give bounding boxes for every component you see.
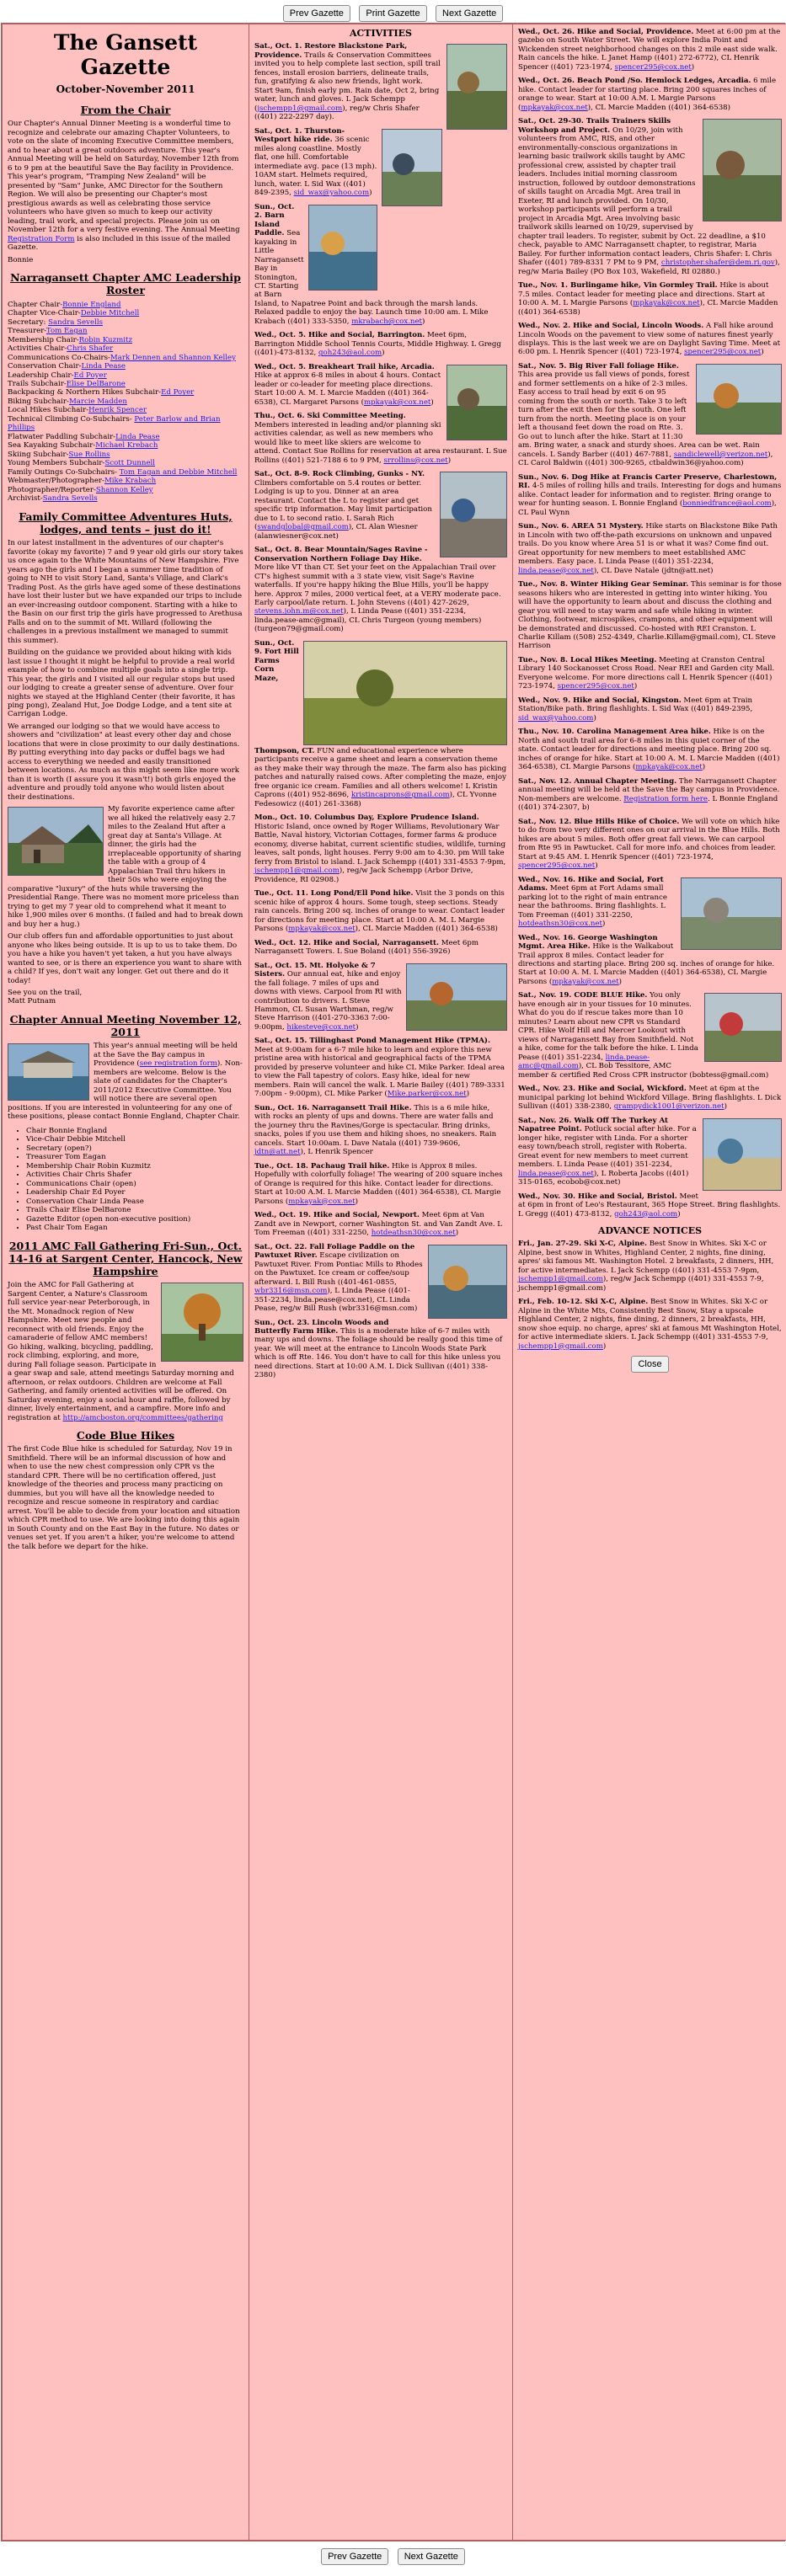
family-p3: We arranged our lodging so that we would have access to showers and "civilization" at least every other day and chose locations that were in close proximity to our daily destinations. By putting everything into day packs or duffel bags we had access to everything we needed and easily transitioned between locations. As much as this might seem like more work than it is worth (I assure you it wasn't!) both girls enjoyed the adventure and proudly told anyone who would listen about their destinations.: [8, 722, 240, 802]
activity-item: Sat., Oct. 8. Bear Mountain/Sages Ravine - Conservation Northern Foliage Day Hike. More like VT than CT. Set your feet on the Appalachian Trail over CT's highest summit with a 3 state view, visit Sage's Ravine waterfalls. If you're happy hiking the Blue Hills, you'll be happy here. Approx 7 miles, 2000 vertical feet, at a VERY moderate pace. Early carpool/late return. L John Stevens ((401) 427-2629, stevens.john.m@cox.net), L Linda Pease ((401) 351-2234, linda.pease-amc@gmail), CL Chris Turgeon (young members) (turgeon79@gmail.com): [254, 546, 501, 634]
activity-title: Sat., Oct. 22. Fall Foliage Paddle on the Pawtuxet River.: [254, 1242, 415, 1261]
corn-maze-photo: [303, 641, 507, 745]
chair-text: Our Chapter's Annual Dinner Meeting is a wonderful time to recognize and celebrate our amazing Chapter Volunteers, to vote on the slate of incoming Executive Committee members, and to hear about a great outdoors adventure. This year's Annual Meeting will be held on Saturday, November 12th from 6 to 9 pm at the beautiful Save the Bay facility in Providence. This year's program, "Tramping New Zealand" will be presented by "Sam" Junke, AMC Director for the Southern Region. We will also be presenting our Chapter's most prestigious awards as well as celebrating those service volunteers who have given so much to keep our activity leading, trail work, and special projects. Please join us on November 12th for a very festive evening. The Annual Meeting Registration Form is also included in this issue of the mailed Gazette.: [8, 120, 240, 253]
activity-title: Sat., Nov. 12. Blue Hills Hike of Choice.: [518, 817, 680, 826]
fall-gathering-heading: 2011 AMC Fall Gathering Fri-Sun., Oct. 14-16 at Sargent Center, Hancock, New Hampshire: [8, 1239, 243, 1278]
activity-item: Wed., Oct. 26. Beach Pond /So. Hemlock Ledges, Arcadia. 6 mile hike. Contact leader for starting place. Bring 200 squares inches of orange to wear. Start at 10:00 A.M. L Margie Parsons (mpkayak@cox.net), CL Marcie Madden ((401) 364-6538): [518, 77, 777, 112]
activity-item: Sun., Oct. 9. Fort Hill Farms Corn Maze, Thompson, CT. FUN and educational experience where participants receive a game sheet and learn a conservation theme as they make their way through the maze. The farm also has picking patches and naturally raised cows. After completing the maze, enjoy free organic ice cream. Families and all others welcome! L Kristin Caprons ((401) 952-8696, kristincaprons@gmail.com), CL Yvonne Fedesowicz ((401) 261-3368): [254, 638, 507, 808]
activity-item: Sat., Oct. 8-9. Rock Climbing, Gunks - NY. Climbers comfortable on 5.4 routes or better. Lodging is up to you. Dinner at an area restaurant. Contact the L to register and get specific trip information. May limit participation due to L to second ratio. L Sarah Rich (swandglobal@gmail.com), CL Alan Wiesner (alanwiesner@cox.net): [254, 470, 507, 541]
print-gazette-button[interactable]: Print Gazette: [359, 5, 426, 22]
activity-item: Sat., Oct. 15. Tillinghast Pond Management Hike (TPMA). Meet at 9:00am for a 6-7 mile hike to learn and explore this new pristine area with historical and geographical facts of the TPMA provided by preserve volunteer and hike CL Mike Parker. Ideal area to view the Fall tapestry of colors. Easy hike, ideal for new members. Rain will cancel the walk. L Marie Bailey ((401) 789-3331 7:00pm - 9:00pm), CL Mike Parker (Mike.parker@cox.net): [254, 1037, 505, 1099]
activity-title: Sun., Oct. 16. Narragansett Trail Hike.: [254, 1103, 412, 1112]
activity-email-link[interactable]: mpkayak@cox.net: [633, 299, 700, 308]
activity-title: Wed., Nov. 23. Hike and Social, Wickford.: [518, 1085, 687, 1094]
activity-email-link[interactable]: spencer295@cox.net: [557, 682, 634, 691]
roster-line: Membership Chair-Robin Kuzmitz: [8, 335, 132, 344]
activity-title: Fri., Feb. 10-12. Ski X-C, Alpine.: [518, 1298, 649, 1307]
breakheart-trail-photo: [446, 365, 507, 440]
rock-climbing-photo: [440, 472, 507, 557]
activity-title: Wed., Nov. 16. George Washington Mgmt. Area Hike.: [518, 933, 658, 952]
officer-item: • Past Chair Tom Eagan: [26, 1224, 243, 1232]
activity-title: Sat., Nov. 19. CODE BLUE Hike.: [518, 991, 648, 1000]
advance-notices-list: [518, 1240, 782, 1351]
activity-email-link[interactable]: mpkayak@cox.net: [552, 977, 619, 986]
roster-name-link[interactable]: Debbie Mitchell: [80, 309, 140, 318]
roster-line: Conservation Chair-Linda Pease: [8, 362, 126, 371]
activity-email-link[interactable]: sid_wax@yahoo.com: [293, 189, 370, 198]
activity-email-link[interactable]: spencer295@cox.net: [614, 62, 692, 72]
activity-email-link[interactable]: mpkayak@cox.net: [288, 1197, 356, 1206]
activity-title: Wed., Nov. 2. Hike and Social, Lincoln Woods.: [518, 322, 704, 331]
officer-slate: [26, 1127, 243, 1233]
roster-line: Technical Climbing Co-Subchairs- Peter Barlow and Brian Phillips: [8, 414, 221, 433]
close-button[interactable]: Close: [631, 1356, 668, 1373]
activity-email-link[interactable]: jdtn@att.net: [254, 1148, 301, 1157]
activity-email-link[interactable]: jschempp1@gmail.com: [518, 1341, 603, 1351]
activity-title: Wed., Oct. 26. Beach Pond /So. Hemlock Ledges, Arcadia.: [518, 77, 751, 86]
pawtuxet-river-photo: [428, 1245, 507, 1319]
family-sign2: Matt Putnam: [8, 997, 56, 1006]
chair-sign: Bonnie: [8, 255, 34, 264]
activity-title: Sun., Oct. 23. Lincoln Woods and Butterfly Farm Hike.: [254, 1318, 389, 1336]
activity-email-link[interactable]: hotdeathsn30@cox.net: [518, 920, 602, 929]
activity-title: Tue., Oct. 11. Long Pond/Ell Pond hike.: [254, 889, 414, 899]
roster-name-link[interactable]: Ed Poyer: [73, 371, 107, 380]
activity-email-link[interactable]: jschempp1@gmail.com: [518, 1275, 603, 1284]
roster-line: Webmaster/Photographer-Mike Krabach: [8, 477, 157, 486]
napatree-point-photo: [703, 1118, 782, 1191]
issue-date: October-November 2011: [56, 83, 195, 95]
roster-name-link[interactable]: Tom Eagan and Debbie Mitchell: [119, 467, 238, 477]
top-nav: [0, 5, 786, 22]
activity-title: Sat., Oct. 8-9. Rock Climbing, Gunks - NY.: [254, 470, 425, 479]
activity-title: Wed., Nov. 9. Hike and Social, Kingston.: [518, 696, 682, 705]
activity-title: Sat., Nov. 26. Walk Off The Turkey At Napatree Point.: [518, 1116, 668, 1134]
roster-name-link[interactable]: Chris Shafer: [67, 344, 114, 354]
officer-item: • Activities Chair Chris Shafer: [26, 1171, 243, 1179]
activity-email-link[interactable]: swandglobal@gmail.com: [257, 523, 349, 532]
activity-item: Sat., Oct. 29-30. Trails Trainers Skills Workshop and Project. On 10/29, join with volunteers from AMC, RIS, and other environmentally-conscious organizations in learning basic trailwork skills taught by AMC professional crew, assisted by chapter trail leaders. Includes initial morning classroom instruction, followed by outdoor demonstrations of skills taught on Arcadia Mgt. Area trail in Exeter, RI and lunch provided. On 10/30, workshop participants will perform a trail project in Arcadia Mgt. Area involving basic trailwork skills learned on 10/29, supervised by chapter trail leaders. To register, submit by Oct. 22 deadline, a $10 check, payable to AMC Narragansett chapter, to registrar, Maria Bailey. For further information contact leaders, Chris Shafer: L Chris Shafer ((401) 789-8331 7 PM to 9 PM, christopher.shafer@dem.ri.gov), reg/w Maria Bailey (PO Box 103, Wakefield, RI 02880.): [518, 117, 782, 276]
activity-email-link[interactable]: mkrabach@cox.net: [351, 317, 422, 326]
roster-name-link[interactable]: Marcie Madden: [68, 397, 127, 406]
activities-heading: ACTIVITIES: [350, 28, 412, 39]
right-column: [513, 24, 786, 2541]
activity-item: Wed., Oct. 19. Hike and Social, Newport. Meet 6pm at Van Zandt ave in Newport, corner Washington St. and Van Zandt Ave. L Tom Freeman ((401) 331-2250, hotdeathsn30@cox.net): [254, 1211, 502, 1238]
chair-heading: From the Chair: [80, 104, 171, 117]
activity-title: Sat., Nov. 12. Annual Chapter Meeting.: [518, 776, 677, 786]
activity-item: Sun., Oct. 23. Lincoln Woods and Butterfly Farm Hike. This is a moderate hike of 6-7 miles with many ups and downs. The foliage should be really good this time of year. We will meet at the entrance to Lincoln Woods State Park which is off Rte. 146. You don't have to call for this hike unless you need directions. Start at 10:00 A.M. L Dick Sullivan ((401) 338-2380): [254, 1318, 503, 1380]
activity-email-link[interactable]: linda.pease@cox.net: [518, 1169, 594, 1178]
roster-line: Photographer/Reporter-Shannon Kelley: [8, 485, 153, 494]
activity-item: Wed., Nov. 23. Hike and Social, Wickford. Meet at 6pm at the municipal parking lot behind Wickford Village. Bring flashlights. L Dick Sullivan ((401) 338-2380, grampydick1001@verizon.net): [518, 1085, 782, 1112]
code-blue-photo: [704, 993, 782, 1062]
activity-email-link[interactable]: mpkayak@cox.net: [635, 763, 703, 772]
activity-title: Sat., Oct. 15. Mt. Holyoke & 7 Sisters.: [254, 961, 376, 979]
officer-item: • Conservation Chair Linda Pease: [26, 1197, 243, 1206]
activity-email-link[interactable]: stevens.john.m@cox.net: [254, 607, 344, 616]
activity-item: Wed., Nov. 9. Hike and Social, Kingston. Meet 6pm at Train Station/Bike path. Bring flashlights. L Sid Wax ((401) 849-2395, sid_wax@yahoo.com): [518, 696, 753, 723]
roster-name-link[interactable]: Ed Poyer: [161, 388, 195, 397]
annual-registration-link[interactable]: see registration form: [139, 1059, 217, 1069]
officer-item: • Trails Chair Elise DelBarone: [26, 1206, 243, 1214]
roster-name-link[interactable]: Linda Pease: [81, 362, 126, 371]
activity-email-link[interactable]: linda.pease@cox.net: [518, 566, 594, 575]
prev-gazette-button[interactable]: Prev Gazette: [283, 5, 350, 22]
activity-item: Tue., Oct. 11. Long Pond/Ell Pond hike. Visit the 3 ponds on this scenic hike of approx 4 hours. Some tough, steep sections. Steady rain cancels. Bring 200 sq. inches of orange to wear. Contact leader for directions for meeting place. Start at 10:00 A. M. L Margie Parsons (mpkayak@cox.net), CL Marcie Madden ((401) 364-6538): [254, 889, 505, 934]
activity-item: Wed., Oct. 5. Hike and Social, Barrington. Meet 6pm, Barrington Middle School Tennis Courts, Middle Highway. L Gregg ((401)-473-8132, goh243@aol.com): [254, 331, 501, 358]
activity-title: Thu., Oct. 6. Ski Committee Meeting.: [254, 412, 406, 421]
activity-email-link[interactable]: hotdeathsn30@cox.net: [371, 1229, 456, 1238]
activity-email-link[interactable]: Mike.parker@cox.net: [387, 1090, 467, 1099]
roster-line: Biking Subchair-Marcie Madden: [8, 397, 127, 406]
activity-title: Sun., Oct. 2. Barn Island Paddle.: [254, 202, 295, 238]
activity-title: Sun., Nov. 6. Dog Hike at Francis Carter Preserve, Charlestown, RI.: [518, 472, 778, 491]
prev-gazette-button-bottom[interactable]: Prev Gazette: [321, 2548, 388, 2565]
advance-notices-heading: ADVANCE NOTICES: [597, 1225, 703, 1237]
activity-item: Sun., Oct. 2. Barn Island Paddle. Sea kayaking in Little Narragansett Bay in Stonington, CT. Starting at Barn Island, to Napatree Point and back through the marsh lands. Relaxed paddle to enjoy the bay. Launch time 10:00 am. L Mike Krabach ((401) 333-5350, mkrabach@cox.net): [254, 202, 489, 326]
close-area: [518, 1356, 782, 1373]
activity-item: Wed., Nov. 30. Hike and Social, Bristol. Meet at 6pm in front of Leo's Restaurant, 365 Hope Street. Bring flashlights. L Gregg ((401) 473-8132, goh243@aol.com): [518, 1192, 781, 1219]
activity-item: Sat., Nov. 12. Annual Chapter Meeting. The Narragansett Chapter annual meeting will be held at the Save the Bay campus in Providence. Non-members are welcome. Registration form here. L Bonnie England ((401) 374-2307, b): [518, 776, 780, 813]
activity-email-link[interactable]: linda.pease-amc@gmail.com: [518, 1053, 650, 1071]
registration-form-link[interactable]: Registration Form: [8, 234, 75, 243]
roster-name-link[interactable]: Scott Dunnell: [104, 459, 156, 468]
roster-name-link[interactable]: Michael Krebach: [95, 441, 158, 451]
activity-item: Sat., Oct. 1. Thurston-Westport hike ride. 36 scenic miles along coastline. Mostly flat, one hill. Comfortable intermediate avg. pace (13 mph). 10AM start. Helmets required, lunch, water. L Sid Wax ((401) 849-2395, sid_wax@yahoo.com): [254, 127, 507, 198]
activity-email-link[interactable]: christopher.shafer@dem.ri.gov: [660, 259, 775, 268]
activity-item: Sun., Oct. 16. Narragansett Trail Hike. This is a 6 mile hike, with rocks an plenty of ups and downs. There are water falls and the journey thru the Ravines/Gorge is spectacular. Bring drinks, snacks, poles if you use them and hiking shoes, no sneakers. Rain cancels. Start 10:00am. L Dave Natala ((401) 739-9606, jdtn@att.net), L Henrik Spencer: [254, 1103, 497, 1157]
trails-workshop-photo: [703, 119, 782, 221]
activity-title: Sat., Oct. 1. Thurston-Westport hike ride.: [254, 126, 345, 145]
activity-item: Thu., Nov. 10. Carolina Management Area hike. Hike is on the North and south trail area for 6-8 miles in this quiet corner of the state. Contact leader for directions and meeting place. Bring 200 sq. inches of orange for hike. Start at 10:00 A. M. L Marcie Madden ((401) 364-6538), CL Margie Parsons (mpkayak@cox.net): [518, 728, 780, 772]
middle-column: [249, 24, 513, 2541]
activity-item: Tue., Nov. 8. Local Hikes Meeting. Meeting at Cranston Central Library 140 Sockanosset Cross Road. Near REI and Garden city Mall. Everyone welcome. For more directions call L Henrik Spencer ((401) 723-1974, spencer295@cox.net): [518, 655, 775, 691]
roster-line: Chapter Vice-Chair-Debbie Mitchell: [8, 309, 140, 318]
activity-item: Wed., Nov. 16. George Washington Mgmt. Area Hike. Hike is the Walkabout Trail approx 8 miles. Contact leader for directions and starting place. Bring 200 sq. inches of orange for hike. Start at 10:00 A. M. L Marcie Madden ((401) 364-6538), CL Margie Parsons (mpkayak@cox.net): [518, 933, 775, 986]
activity-item: Tue., Nov. 1. Burlingame hike, Vin Gormley Trail. Hike is about 7.5 miles. Contact leader for meeting place and directions. Start at 10:00 A. M. L Margie Parsons (mpkayak@cox.net), CL Marcie Madden ((401) 364-6538): [518, 281, 778, 317]
activity-title: Tue., Nov. 8. Local Hikes Meeting.: [518, 655, 657, 664]
bottom-nav: [0, 2548, 786, 2565]
activity-title: Wed., Nov. 30. Hike and Social, Bristol.: [518, 1192, 677, 1201]
roster-line: Communications Co-Chairs-Mark Dennen and Shannon Kelley: [8, 353, 236, 362]
roster-name-link[interactable]: Robin Kuzmitz: [78, 335, 132, 344]
activity-title: Tue., Nov. 8. Winter Hiking Gear Seminar.: [518, 580, 689, 589]
activity-email-link[interactable]: srrollins@cox.net: [383, 456, 448, 465]
activity-email-link[interactable]: sid_wax@yahoo.com: [518, 713, 594, 723]
officer-item: • Chair Bonnie England: [26, 1127, 243, 1135]
activity-item: Sun., Nov. 6. Dog Hike at Francis Carter Preserve, Charlestown, RI. 4-5 miles of rolling hills and trails. Interesting for dogs and humans alike. Contact leader for information and to register. Bring orange to wear for hunting season. L Bonnie England (bonniedfrance@aol.com), CL Paul Wynn: [518, 472, 782, 517]
roster-line: Young Members Subchair-Scott Dunnell: [8, 459, 156, 468]
roster-line: Chapter Chair-Bonnie England: [8, 300, 121, 309]
activity-email-link[interactable]: jschempp1@gmail.com: [254, 867, 340, 876]
officer-item: • Communications Chair (open): [26, 1180, 243, 1188]
roster-name-link[interactable]: Sandra Sevells: [48, 317, 103, 327]
bike-ride-photo: [382, 129, 442, 206]
activity-email-link[interactable]: jschempp1@gmail.com: [257, 104, 343, 113]
activity-item: Sat., Nov. 19. CODE BLUE Hike. You only have enough air in your tissues for 10 minutes. What do you do if rescue takes more than 10 minutes? Learn about new CPR vs Standard CPR. Hike Wolf Hill and Mercer Lookout with views of Narragansett Bay from Smithfield. Not a hike, come for the talk before the hike. L Linda Pease ((401) 351-2234, linda.pease-amc@gmail.com), CL Bob Tessitore, AMC member & certified Red Cross CPR instructor (bobtess@gmail.com): [518, 991, 782, 1080]
activity-item: Tue., Nov. 8. Winter Hiking Gear Seminar. This seminar is for those seasons hikers who are interested in getting into winter hiking. You will have the opportunity to learn about and discuss the clothing and gear you will need to stay warm and safe while hiking in winter. Clothing, footwear, microspikes, crampons, and other equipment will be demonstrated and discussed. Co-hosted with REI Cranston. L Charlie Killam ((508) 252-4349, Charlie.Killam@gmail.com), CL Steve Harrison: [518, 580, 782, 651]
roster-name-link[interactable]: Bonnie England: [62, 300, 121, 309]
activity-email-link[interactable]: spencer295@cox.net: [684, 348, 762, 357]
left-column: [3, 24, 249, 2541]
activity-item: Thu., Oct. 6. Ski Committee Meeting. Members interested in leading and/or planning ski activities calendar, as well as new members who would like to meet like skiers are welcome to attend. Contact Sue Rollins for reservation at area restaurant. L Sue Rollins ((401) 521-7188 6 to 9 PM, srrollins@cox.net): [254, 412, 507, 465]
activity-title: Wed., Oct. 26. Hike and Social, Providence.: [518, 28, 694, 36]
activity-email-link[interactable]: goh243@aol.com: [318, 349, 382, 358]
family-p4: My favorite experience came after we all hiked the relatively easy 2.7 miles to the Zealand Hut after a great day at Santa's Village. At dinner, the girls had the irreplaceable opportunity of sharing the table with a group of 4 Appalachian Trail thru hikers in their 50s who were enjoying the comparative "luxury" of the huts while traversing the Presidential Range. There was no moment more priceless than trying to get my 7 year old to comprehend what it meant to hike 1,900 miles over 6 months. (I failed and had to break down and buy her a hug.): [8, 805, 243, 929]
activity-title: Sat., Oct. 1. Restore Blackstone Park, Providence.: [254, 42, 408, 60]
roster-line: Treasurer-Tom Eagan: [8, 327, 88, 336]
activity-item: Mon., Oct. 10. Columbus Day, Explore Prudence Island. Historic Island, once owned by Roger Williams, Revolutionary War Battle, Naval history, Victorian Cottages, former farms & produce economy, diverse habitat, current scientific studies, wildlife, turning leaves, salt ponds, light houses. Ferry 9:00 am to 4:30. pm Will take ferry from Bristol to island. L Jack Schempp ((401) 331-4553 7-9pm, jschempp1@gmail.com), reg/w Jack Schempp (Arbor Drive, Providence, RI 02908.): [254, 813, 506, 884]
roster-name-link[interactable]: Sue Rollins: [68, 450, 110, 459]
activity-email-link[interactable]: goh243@aol.com: [614, 1209, 678, 1219]
roster-heading: Narragansett Chapter AMC Leadership Roster: [10, 271, 241, 297]
activity-title: Wed., Oct. 12. Hike and Social, Narragansett.: [254, 938, 439, 947]
activity-item: Sat., Oct. 1. Restore Blackstone Park, Providence. Trails & Conservation Committees invited you to help complete last section, spill trail fences, install erosion barriers, delineate trails, fun, gratifying & also new friends, light work. Start 9am, finish early pm. Rain date, Oct 2, bring water, lunch and gloves. L Jack Schempp (jschempp1@gmail.com), reg/w Chris Shafer ((401) 222-2297 day).: [254, 42, 507, 121]
roster-line: Local Hikes Subchair-Henrik Spencer: [8, 406, 147, 415]
activity-item: Sat., Nov. 5. Big River Fall foliage Hike. This area provide us fall views of ponds, forest and former settlements on a hike of 2-3 miles. Easy access to trail head by exit 6 on 95 coming from the south or north. Take 3 to left turn after the exit then for the south. One left turn from the north. Meeting place is on your left a thousand feet down the road on Rte. 3. Go out to lunch after the hike. Start at 11:30 am. Bring water, a snack and sturdy shoes. Area can be wet. Rain cancels. L Sandy Barber ((401) 467-7881, sandiclewell@verizon.net), CL Carol Baldwin ((401) 300-9265, ctbaldwin36@yahoo.com): [518, 362, 782, 468]
blackstone-park-photo: [446, 44, 507, 130]
activity-email-link[interactable]: mpkayak@cox.net: [288, 925, 356, 934]
roster-line: Flatwater Paddling Subchair-Linda Pease: [8, 432, 160, 441]
roster-name-link[interactable]: Henrik Spencer: [88, 406, 147, 415]
roster-name-link[interactable]: Tom Eagan: [45, 327, 88, 336]
roster-name-link[interactable]: Sandra Sevells: [42, 494, 98, 504]
roster-name-link[interactable]: Shannon Kelley: [95, 485, 153, 494]
activity-title: Wed., Oct. 5. Hike and Social, Barrington.: [254, 331, 425, 340]
roster-name-link[interactable]: Linda Pease: [115, 432, 160, 441]
annual-meeting-heading: Chapter Annual Meeting November 12, 2011: [9, 1012, 242, 1039]
roster-name-link[interactable]: Mark Dennen and Shannon Kelley: [110, 353, 236, 362]
family-heading: Family Committee Adventures Huts, lodges, and tents – just do it!: [19, 509, 233, 536]
activity-title: Thu., Nov. 10. Carolina Management Area hike.: [518, 728, 711, 737]
activity-title: Tue., Nov. 1. Burlingame hike, Vin Gormley Trail.: [518, 281, 718, 291]
activity-item: Wed., Nov. 16. Hike and Social, Fort Adams. Meet 6pm at Fort Adams small parking lot to the right of main entrance near the bathrooms. Bring flashlights. L Tom Freeman ((401) 331-2250, hotdeathsn30@cox.net): [518, 876, 782, 929]
activity-title: Sat., Oct. 8. Bear Mountain/Sages Ravine - Conservation Northern Foliage Day Hike.: [254, 546, 428, 563]
code-blue-heading: Code Blue Hikes: [76, 1429, 175, 1443]
family-p1: In our latest installment in the adventures of our chapter's favorite (okay my favorite) 7 and 9 year old girls our story takes us once again to the White Mountains of New Hampshire. Five years ago the girls and I began a summer time tradition of going to NH to visit Story Land, Santa's Village, and Clark's Trading Post. As the girls have aged some of these destinations have lost their luster but we have expanded our trips to include an ever-increasing outdoor component. Starting with a hike to the Basin on our first trip the girls have progressed to Arethusa Falls and on to the summit of Mt. Willard (following the challenges in a previous installment we managed to summit this summer).: [8, 539, 243, 645]
activity-title: Mon., Oct. 10. Columbus Day, Explore Prudence Island.: [254, 813, 479, 823]
roster-line: Trails Subchair-Elise DelBarone: [8, 379, 126, 388]
activity-item: Fri., Feb. 10-12. Ski X-C, Alpine. Best Snow in Whites. Ski X-C or Alpine in the White Mts, Consistently Best Snow, Stay a upscale Highland Center, 2 nights, fine dining, 2 dinners, 2 breakfasts, HH, snow shoe equip. no charge, apres' ski at famous Mt Washington Hotel, for active intermediate skiers. L Jack Schempp ((401) 331-4553 7-9, jschempp1@gmail.com): [518, 1298, 782, 1351]
zealand-hut-photo: [8, 807, 104, 876]
activity-item: Wed., Oct. 12. Hike and Social, Narragansett. Meet 6pm Narragansett Towers. L Sue Boland ((401) 556-3926): [254, 938, 479, 957]
activity-item: Wed., Nov. 2. Hike and Social, Lincoln Woods. A Fall hike around Lincoln Woods on the pavement to view some of natures finest yearly displays. This is the last week we are on Daylight Saving Time. Meet at 6:00 pm. L Henrik Spencer ((401) 723-1974, spencer295@cox.net): [518, 322, 781, 357]
activity-title: Sun., Oct. 9. Fort Hill Farms Corn Maze, Thompson, CT.: [254, 638, 315, 755]
activity-email-link[interactable]: sandiclewell@verizon.net: [673, 450, 768, 459]
activity-item: Sat., Nov. 26. Walk Off The Turkey At Napatree Point. Potluck social after hike. For a longer hike, register with Linda. For a shorter easy town/beach stroll, register with Roberta. Great event for new members to meet current members. L Linda Pease ((401) 351-2234, linda.pease@cox.net), L Roberta Jacobs ((401) 315-0165, ecobob@cox.net): [518, 1117, 782, 1187]
activity-item: Sun., Nov. 6. AREA 51 Mystery. Hike starts on Blackstone Bike Path in Lincoln with two off-the-path excursions on unknown and unpaved trails. Do you know where Area 51 is or what it was? Come find out. Great opportunity for new members to meet established AMC members. Easy pace. L Linda Pease ((401) 351-2234, linda.pease@cox.net), CL Dave Natale (jdtn@att.net): [518, 522, 778, 575]
fall-gathering-link[interactable]: http://amcboston.org/committees/gathering: [62, 1413, 223, 1422]
roster-line: Leadership Chair-Ed Poyer: [8, 371, 107, 380]
activity-item: Tue., Oct. 18. Pachaug Trail hike. Hike is Approx 8 miles. Hopefully with colorfully foliage! The wearing of 200 square inches of Orange is required for this hike. Contact leader for directions. Start at 10:00 A.M. L Marcie Madden ((401) 364-6538), CL Margie Parsons (mpkayak@cox.net): [254, 1161, 503, 1206]
activity-title: Sat., Nov. 5. Big River Fall foliage Hike.: [518, 361, 679, 371]
roster-line: Secretary: Sandra Sevells: [8, 317, 103, 327]
roster-line: Backpacking & Northern Hikes Subchair-Ed Poyer: [8, 388, 195, 397]
officer-item: • Secretary (open?): [26, 1144, 243, 1153]
roster-name-link[interactable]: Mike Krabach: [104, 477, 157, 486]
activity-email-link[interactable]: grampydick1001@verizon.net: [613, 1102, 725, 1112]
roster-line: Archivist-Sandra Sevells: [8, 494, 98, 504]
roster-list: [8, 301, 243, 504]
save-the-bay-photo: [8, 1043, 89, 1101]
activities-list-b: [518, 28, 782, 1219]
family-p2: Building on the guidance we provided about hiking with kids last issue I thought it might be helpful to provide a real world example of how to combine multiple goals into a single trip. This year, the girls and I visited all our regular stops but used our lodging to create a greater sense of adventure. Over four nights we stayed at the Highland Center (their favorite, it has ping pong), Zealand Hut, Joe Dodge Lodge, and a tent site at Carrigan Lodge.: [8, 648, 236, 719]
activity-title: Wed., Oct. 19. Hike and Social, Newport.: [254, 1211, 420, 1220]
fort-adams-photo: [681, 877, 782, 950]
holyoke-view-photo: [406, 963, 507, 1031]
annual-meeting-text: This year's annual meeting will be held at the Save the Bay campus in Providence (see registration form). Non-members are welcome. Below is the slate of candidates for the Chapter's 2011/2012 Executive Committee. You will notice there are several open positions. If you are interested in volunteering for any one of these positions, please contact Bonnie England, Chapter Chair.: [8, 1042, 243, 1122]
activity-item: Sat., Oct. 22. Fall Foliage Paddle on the Pawtuxet River. Escape civilization on Pawtuxet River. From Pontiac Mills to Rhodes on the Pawtuxet. Ice cream or coffee/soup afterward. L Bill Rush ((401-461-0855, wbr3316@msn.com), L Linda Pease ((401-351-2234, linda.pease@cox.net), CL Linda Pease, reg/w Bill Rush (wbr3316@msn.com): [254, 1243, 507, 1314]
fall-gathering-text: Join the AMC for Fall Gathering at Sargent Center, a Nature's Classroom full service year-near Peterborough, in the Mt. Monadnock region of New Hampshire. Meet new people and reconnect with old friends. Enjoy the camaraderie of fellow AMC members! Go hiking, walking, bicycling, paddling, rock climbing, exploring, and more, during Fall foliage season. Participate in a gear swap and sale, attend meetings Saturday morning and afternoon, or relax outdoors. Children are welcome at Fall Gathering, and family oriented activities will be offered. On Saturday evening, enjoy a social hour and raffle, followed by dinner, lively entertainment, and a campfire. More info and registration at http://amcboston.org/committees/gathering: [8, 1281, 234, 1422]
activity-email-link[interactable]: wbr3316@msn.com: [254, 1287, 328, 1296]
roster-line: Family Outings Co-Subchairs- Tom Eagan and Debbie Mitchell: [8, 467, 238, 477]
activity-item: Fri., Jan. 27-29. Ski X-C, Alpine. Best Snow in Whites. Ski X-C or Alpine, best snow in Whites, Highland Center, 2 nights, fine dining, apres' ski famous Mt. Washington Hotel. 2 breakfasts, 2 dinners, HH, for active intermediates. L Jack Schempp ((401) 331-4553 7-9pm, jschempp1@gmail.com), reg/w Jack Schempp ((401) 331-4553 7-9, jschempp1@gmail.com): [518, 1240, 774, 1293]
activity-email-link[interactable]: kristincaprons@gmail.com: [351, 791, 450, 800]
activity-title: Fri., Jan. 27-29. Ski X-C, Alpine.: [518, 1240, 647, 1249]
officer-item: • Leadership Chair Ed Poyer: [26, 1188, 243, 1197]
roster-name-link[interactable]: Elise DelBarone: [66, 379, 126, 388]
family-sign1: See you on the trail,: [8, 989, 83, 997]
activity-item: Sat., Nov. 12. Blue Hills Hike of Choice. We will vote on which hike to do from two very different ones on our arrival in the Blue Hills. Both hikes are about 5 miles. Both offer great fall views. We can carpool from Rte 95 in Pawtucket. Call for more info. and choices from leader. Start at 9:45 AM. L Henrik Spencer ((401) 723-1974, spencer295@cox.net): [518, 817, 780, 871]
activity-title: Sat., Oct. 29-30. Trails Trainers Skills Workshop and Project.: [518, 117, 671, 135]
activity-email-link[interactable]: mpkayak@cox.net: [521, 103, 588, 112]
next-gazette-button[interactable]: Next Gazette: [436, 5, 503, 22]
next-gazette-button-bottom[interactable]: Next Gazette: [398, 2548, 465, 2565]
big-river-photo: [696, 364, 782, 435]
activity-email-link[interactable]: Registration form here: [623, 794, 708, 803]
activity-item: Sat., Oct. 15. Mt. Holyoke & 7 Sisters. Our annual eat, hike and enjoy the fall foliage. 7 miles of ups and downs with views. Carpool from RI with contribution to drivers. L Steve Hammon, CL Susan Warthman, reg/w Steve Harrison ((401-270-3363 7:00-9:00pm, hikesteve@cox.net): [254, 962, 507, 1032]
roster-line: Skiing Subchair-Sue Rollins: [8, 450, 110, 459]
activity-email-link[interactable]: spencer295@cox.net: [518, 861, 596, 871]
activity-title: Sat., Oct. 15. Tillinghast Pond Management Hike (TPMA).: [254, 1037, 490, 1046]
roster-name-link[interactable]: Peter Barlow and Brian Phillips: [8, 414, 221, 433]
officer-item: • Treasurer Tom Eagan: [26, 1153, 243, 1161]
roster-line: Sea Kayaking Subchair-Michael Krebach: [8, 441, 158, 451]
activity-title: Sun., Nov. 6. AREA 51 Mystery.: [518, 522, 644, 531]
code-blue-text: The first Code Blue hike is scheduled for Saturday, Nov 19 in Smithfield. There will be an informal discussion of how and when to use the new chest compression only CPR vs the standard CPR. There will be no certification offered, just knowledge of the theories and process many practicing on dummies, but you will have all the knowledge needed to recognize and rescue someone in respiratory and cardiac arrest. You'll be able to decide from your location and situation which CPR method to use. We are looking into doing this again in South County and on the East Bay in the future. No dates or venues set yet. If you aren't a hiker, you're welcome to attend the talk before we depart for the hike.: [8, 1445, 240, 1551]
activity-email-link[interactable]: mpkayak@cox.net: [363, 397, 431, 407]
activity-item: Wed., Oct. 26. Hike and Social, Providence. Meet at 6:00 pm at the gazebo on South Water Street. We will explore India Point and Wickenden street neighborhood changes on this 2 mile east side walk. Rain cancels the hike. L Janet Hamp ((401) 272-6772), CL Henrik Spencer ((401) 723-1974, spencer295@cox.net): [518, 28, 781, 72]
officer-item: • Gazette Editor (open non-executive position): [26, 1215, 243, 1224]
page-title: The Gansett Gazette: [53, 30, 198, 79]
roster-line: Activities Chair-Chris Shafer: [8, 344, 114, 354]
activity-title: Wed., Oct. 5. Breakheart Trail hike, Arcadia.: [254, 362, 435, 371]
family-p5: Our club offers fun and affordable opportunities to just about anyone who likes being outside. It is up to us to take them. Do you have a hike you haven't yet taken, a hut you have always wanted to see, or is there an experience you want to share with a child? If yes, don't wait any longer. Get out there and do it today!: [8, 932, 243, 985]
activity-title: Wed., Nov. 16. Hike and Social, Fort Adams.: [518, 875, 664, 893]
activities-list-a: [254, 42, 507, 1379]
activity-item: Wed., Oct. 5. Breakheart Trail hike, Arcadia. Hike at approx 6-8 miles in about 4 hours. Contact leader or co-leader for meeting place directions. Start 10:00 A. M. L Marcie Madden ((401) 364-6538), CL Margaret Parsons (mpkayak@cox.net): [254, 363, 507, 407]
barn-island-kayak-photo: [308, 205, 377, 291]
officer-item: • Vice-Chair Debbie Mitchell: [26, 1135, 243, 1144]
fall-gathering-photo: [161, 1283, 243, 1362]
officer-item: • Membership Chair Robin Kuzmitz: [26, 1162, 243, 1171]
activity-email-link[interactable]: bonniedfrance@aol.com: [682, 499, 772, 509]
activity-title: Tue., Oct. 18. Pachaug Trail hike.: [254, 1161, 390, 1171]
activity-email-link[interactable]: hikesteve@cox.net: [286, 1022, 356, 1032]
gazette-body: [1, 23, 785, 2541]
